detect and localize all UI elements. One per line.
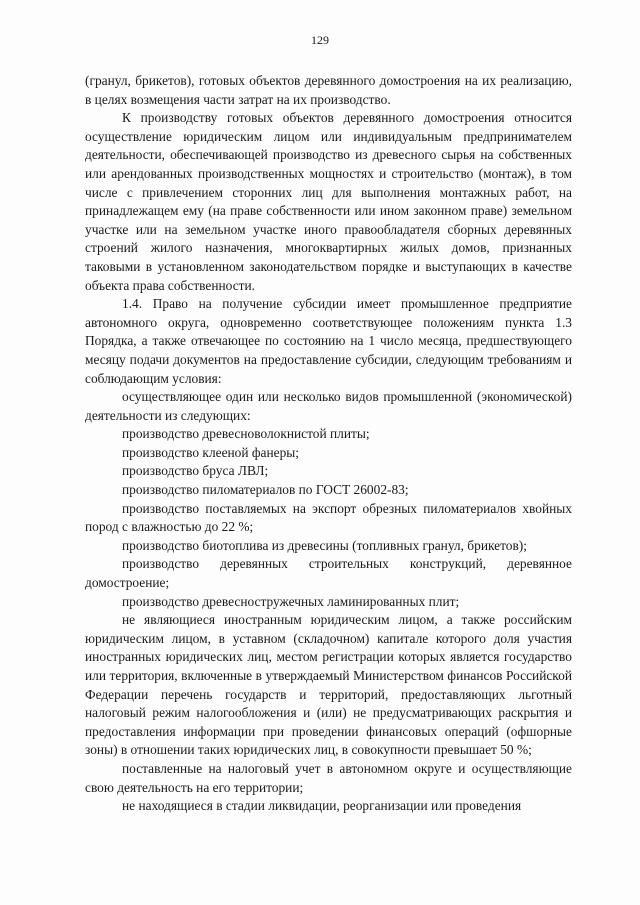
- list-item: производство бруса ЛВЛ;: [122, 463, 269, 479]
- list-item: производство клееной фанеры;: [122, 444, 300, 460]
- paragraph-foreign-entity: не являющиеся иностранным юридическим лицом, а также российским юридическим лицом, в уставном (складочном) капитале которого доля участия иностранных юридических лиц, местом регистрации которых является государство или территория, включенные в утверждаемый Министерством финансов Российской Федерации перечень государств и территорий, предоставляющих льготный налоговый режим налогообложения и (или) не предусматривающих раскрытия и предоставления информации при проведении финансовых операций (офшорные зоны) в отношении таких юридических лиц, в совокупности превышает 50 %;: [85, 612, 572, 758]
- list-item: производство деревянных строительных конструкций, деревянное домостроение;: [85, 556, 572, 591]
- document-body: [85, 72, 572, 816]
- page-number: 129: [311, 33, 329, 47]
- paragraph-definition: К производству готовых объектов деревянного домостроения относится осуществление юридическим лицом или индивидуальным предпринимателем деятельности, обеспечивающей производство из древесного сырья на собственных или арендованных производственных мощностях и строительство (монтаж), в том числе с привлечением сторонних лиц для выполнения монтажных работ, на принадлежащем ему (на праве собственности или ином законном праве) земельном участке или на земельном участке иного правообладателя сборных деревянных строений жилого назначения, многоквартирных жилых домов, признанных таковыми в установленном законодательством порядке и выступающих в качестве объекта права собственности.: [85, 110, 572, 293]
- paragraph-continuation: (гранул, брикетов), готовых объектов деревянного домостроения на их реализацию, в целях возмещения части затрат на их производство.: [85, 73, 572, 107]
- list-item: производство поставляемых на экспорт обрезных пиломатериалов хвойных пород с влажностью до 22 %;: [85, 500, 572, 535]
- list-item: производство древесноволокнистой плиты;: [122, 426, 370, 442]
- list-item: производство биотоплива из древесины (топливных гранул, брикетов);: [122, 537, 527, 553]
- paragraph-clause-1-4: 1.4. Право на получение субсидии имеет промышленное предприятие автономного округа, одновременно соответствующее положениям пункта 1.3 Порядка, а также отвечающее по состоянию на 1 число месяца, предшествующего месяцу подачи документов на предоставление субсидии, следующим требованиям и соблюдающим условия:: [85, 296, 572, 386]
- paragraph-activity-types: осуществляющее один или несколько видов промышленной (экономической) деятельности из следующих:: [85, 389, 572, 423]
- paragraph-tax-registration: поставленные на налоговый учет в автономном округе и осуществляющие свою деятельность на его территории;: [85, 760, 572, 795]
- list-item: производство древесностружечных ламинированных плит;: [122, 593, 460, 609]
- list-item: производство пиломатериалов по ГОСТ 26002-83;: [122, 482, 409, 498]
- paragraph-liquidation: не находящиеся в стадии ликвидации, реорганизации или проведения: [122, 798, 522, 814]
